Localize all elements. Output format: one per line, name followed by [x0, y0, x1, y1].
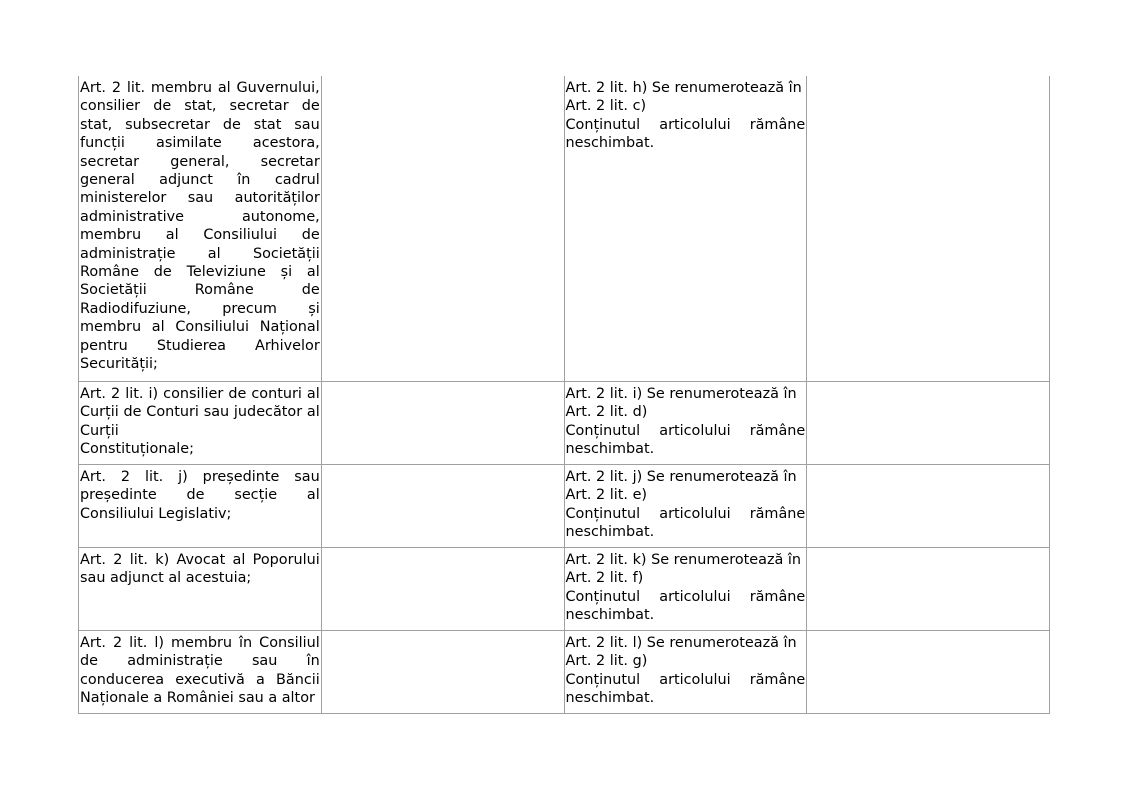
notes-cell	[807, 548, 1050, 631]
notes-cell	[807, 465, 1050, 548]
proposal-cell	[321, 76, 564, 382]
table-row	[79, 465, 1050, 548]
table-row	[79, 76, 1050, 382]
adopted-renumber-text: Art. 2 lit. j) Se renumerotează în Art. 2 lit. e)	[565, 469, 797, 504]
notes-cell	[807, 76, 1050, 382]
original-text-cell	[79, 382, 322, 465]
adopted-renumber-text: Art. 2 lit. l) Se renumerotează în Art. 2 lit. g)	[565, 635, 797, 670]
proposal-cell	[321, 465, 564, 548]
original-text-cell	[79, 465, 322, 548]
table-row	[79, 548, 1050, 631]
original-text: Art. 2 lit. j) președinte sau președinte de secție al Consiliului Legislativ;	[80, 469, 320, 522]
original-text: Art. 2 lit. i) consilier de conturi al Curții de Conturi sau judecător al Curții	[80, 386, 320, 439]
original-text-cell	[79, 76, 322, 382]
table-row	[79, 631, 1050, 714]
adopted-text-cell	[564, 631, 807, 714]
adopted-unchanged-text: Conținutul articolului rămâne neschimbat.	[565, 505, 806, 541]
original-text: Art. 2 lit. membru al Guvernului, consilier de stat, secretar de stat, subsecretar de stat sau funcții asimilate acestora, secretar general, secretar general adjunct în cadrul ministerelor sau autorităților administrative autonome, membru al Consiliului de administrație al Societății Române de Televiziune și al Societății Române de Radiodifuziune, precum și membru al Consiliului Național pentru Studierea Arhivelor Securității;	[80, 80, 320, 373]
adopted-unchanged-text: Conținutul articolului rămâne neschimbat.	[565, 671, 806, 707]
proposal-cell	[321, 631, 564, 714]
notes-cell	[807, 382, 1050, 465]
proposal-cell	[321, 548, 564, 631]
proposal-cell	[321, 382, 564, 465]
adopted-renumber-text: Art. 2 lit. i) Se renumerotează în Art. 2 lit. d)	[565, 386, 797, 421]
original-text-cell	[79, 548, 322, 631]
adopted-text-cell	[564, 465, 807, 548]
amendments-table	[78, 76, 1050, 714]
original-text-continuation: Constituționale;	[80, 441, 194, 458]
adopted-unchanged-text: Conținutul articolului rămâne neschimbat.	[565, 116, 806, 152]
notes-cell	[807, 631, 1050, 714]
original-text: Art. 2 lit. l) membru în Consiliul de administrație sau în conducerea executivă a Băncii Naționale a României sau a altor	[80, 635, 320, 707]
adopted-text-cell	[564, 76, 807, 382]
adopted-renumber-text: Art. 2 lit. k) Se renumerotează în Art. 2 lit. f)	[565, 552, 802, 587]
adopted-text-cell	[564, 548, 807, 631]
adopted-renumber-text: Art. 2 lit. h) Se renumerotează în Art. 2 lit. c)	[565, 80, 802, 115]
original-text: Art. 2 lit. k) Avocat al Poporului sau adjunct al acestuia;	[80, 552, 320, 587]
adopted-unchanged-text: Conținutul articolului rămâne neschimbat.	[565, 422, 806, 458]
original-text-cell	[79, 631, 322, 714]
adopted-text-cell	[564, 382, 807, 465]
adopted-unchanged-text: Conținutul articolului rămâne neschimbat.	[565, 588, 806, 624]
table-row	[79, 382, 1050, 465]
